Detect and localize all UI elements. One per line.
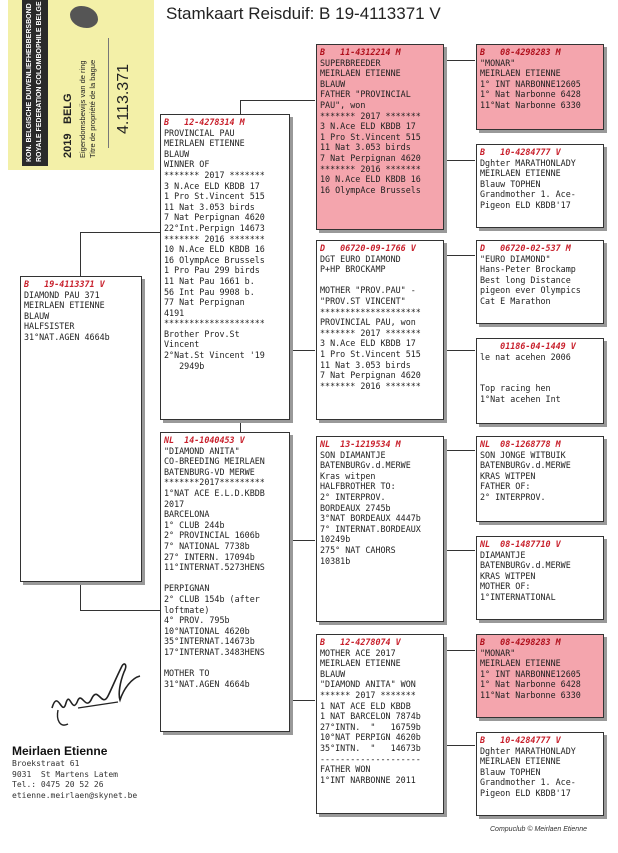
pedigree-line: 27° INTERN. 17094b (164, 551, 255, 562)
connector-line (445, 160, 475, 161)
pedigree-line: 1 Pro St.Vincent 515 (320, 348, 421, 359)
connector-line (290, 350, 315, 351)
pedigree-line: 1° Nat Narbonne 6428 (480, 89, 581, 100)
pedigree-line: ******* 2017 ******* (320, 110, 421, 121)
ring-id: D 06720-09-1766 V (320, 243, 416, 253)
ring-id: NL 08-1487710 V (480, 539, 561, 549)
pedigree-line: 1 Pro St.Vincent 515 (320, 131, 421, 142)
pedigree-line: 31°NAT.AGEN 4664b (24, 331, 110, 342)
federation-name-nl: KON. BELGISCHE DUIVENLIEFHEBBERSBOND (26, 3, 33, 162)
pedigree-line: 4° PROV. 795b (164, 615, 230, 626)
pedigree-card-b13 (476, 536, 604, 620)
pedigree-line: 11 Nat 3.053 birds (320, 142, 411, 153)
federation-name-fr: ROYALE FEDERATION COLOMBOPHILE BELGE (36, 1, 43, 162)
pedigree-line: PAU", won (320, 99, 366, 110)
pedigree-card-b1 (20, 276, 142, 582)
pedigree-line: MEIRLAEN ETIENNE (480, 68, 561, 79)
pedigree-line: SUPERBREEDER (320, 57, 381, 68)
pedigree-line: WINNER OF (164, 159, 210, 170)
pedigree-line: Hans-Peter Brockamp (480, 264, 576, 275)
pedigree-line: 10°NAT PERPIGN 4620b (320, 732, 421, 743)
pedigree-line: MEIRLAEN ETIENNE (24, 300, 105, 311)
pedigree-line: 10°NATIONAL 4620b (164, 625, 250, 636)
ring-id: B 19-4113371 V (24, 279, 105, 289)
pedigree-line: 3 N.Ace ELD KBDB 17 (164, 180, 260, 191)
pedigree-line: 17°INTERNAT.3483HENS (164, 646, 265, 657)
pedigree-line: DIAMANTJE (480, 549, 526, 560)
pedigree-line: 1 Pro Pau 299 birds (164, 265, 260, 276)
pedigree-card-b3 (160, 432, 290, 732)
pedigree-line: PROVINCIAL PAU (164, 127, 235, 138)
pedigree-line: Vincent (164, 339, 200, 350)
footer-credit: Compuclub © Meirlaen Etienne (490, 826, 587, 833)
ring-country: BELG (62, 93, 74, 124)
pedigree-line: BARCELONA (164, 509, 210, 520)
pedigree-line: 11 Nat Pau 1661 b. (164, 275, 255, 286)
pedigree-line: PERPIGNAN (164, 583, 210, 594)
pedigree-line: ******* 2016 ******* (320, 163, 421, 174)
pedigree-line: 27°INTN. " 16759b (320, 721, 421, 732)
connector-line (445, 255, 475, 256)
owner-block (12, 744, 137, 801)
connector-line (445, 745, 475, 746)
owner-city: 9031 St Martens Latem (12, 769, 118, 779)
pedigree-card-b12 (476, 436, 604, 522)
pedigree-line: MEIRLAEN ETIENNE (480, 756, 561, 767)
pedigree-line: 7° INTERNAT.BORDEAUX (320, 523, 421, 534)
pedigree-line: 3 N.Ace ELD KBDB 17 (320, 338, 416, 349)
pedigree-line: Pigeon ELD KBDB'17 (480, 199, 571, 210)
ring-info-strip (52, 0, 100, 166)
pedigree-line: Blauw TOPHEN (480, 766, 541, 777)
pedigree-line: 2949b (164, 360, 205, 371)
pedigree-line: Pigeon ELD KBDB'17 (480, 787, 571, 798)
pedigree-line: MOTHER OF: (480, 581, 531, 592)
pedigree-line: 2° PROVINCIAL 1606b (164, 530, 260, 541)
pedigree-card-b15 (476, 732, 604, 816)
owner-name: Meirlaen Etienne (12, 744, 108, 758)
pedigree-line: 11°Nat Narbonne 6330 (480, 689, 581, 700)
pedigree-line: ******* 2016 ******* (164, 233, 265, 244)
ring-owner-fr: Titre de propriété de la bague (88, 59, 97, 158)
pedigree-line: 10 N.Ace ELD KBDB 16 (320, 174, 421, 185)
pedigree-line: 35°INTERNAT.14673b (164, 636, 255, 647)
ring-id: B 10-4284777 V (480, 735, 561, 745)
pedigree-line: 11 Nat 3.053 birds (320, 359, 411, 370)
connector-line (240, 100, 315, 101)
pedigree-line: MEIRLAEN ETIENNE (320, 68, 401, 79)
ring-id: 01186-04-1449 V (480, 341, 576, 351)
pedigree-line: 2°Nat.St Vincent '19 (164, 350, 265, 361)
pedigree-line: BLAUW (24, 310, 50, 321)
pedigree-line: "EURO DIAMOND" (480, 253, 551, 264)
pedigree-line (480, 362, 600, 373)
connector-line (80, 580, 81, 610)
pedigree-line: "DIAMOND ANITA" (164, 445, 240, 456)
pedigree-line: MEIRLAEN ETIENNE (480, 168, 561, 179)
ring-id: NL 14-1040453 V (164, 435, 245, 445)
ring-id: B 11-4312214 M (320, 47, 401, 57)
ring-id: NL 08-1268778 M (480, 439, 561, 449)
pedigree-line: BLAUW (320, 668, 346, 679)
pedigree-line: BLAUW (320, 78, 346, 89)
connector-line (240, 100, 241, 114)
pedigree-line: le nat acehen 2006 (480, 351, 571, 362)
pedigree-line: 2° INTERPROV. (320, 491, 386, 502)
pedigree-line: 1 Pro St.Vincent 515 (164, 191, 265, 202)
pedigree-line: CO-BREEDING MEIRLAEN (164, 456, 265, 467)
pedigree-line: pigeon ever Olympics (480, 285, 581, 296)
page-title: Stamkaart Reisduif: B 19-4113371 V (166, 4, 441, 23)
pedigree-line: "MONAR" (480, 57, 516, 68)
pedigree-line: 10381b (320, 555, 351, 566)
pedigree-line: "PROV.ST VINCENT" (320, 295, 406, 306)
pedigree-line: MEIRLAEN ETIENNE (320, 658, 401, 669)
pedigree-line: Blauw TOPHEN (480, 178, 541, 189)
connector-line (290, 540, 315, 541)
pedigree-line: 7 Nat Perpignan 4620 (164, 212, 265, 223)
owner-street: Broekstraat 61 (12, 759, 80, 768)
pedigree-line: BATENBURG-VD MERWE (164, 466, 255, 477)
pedigree-line: Cat E Marathon (480, 295, 551, 306)
pedigree-line: FATHER "PROVINCIAL (320, 89, 411, 100)
pedigree-line: 16 OlympAce Brussels (164, 254, 265, 265)
pedigree-line: Top racing hen (480, 383, 551, 394)
pedigree-line: ******* 2017 ******* (320, 327, 421, 338)
pedigree-line: 1° INT NARBONNE12605 (480, 78, 581, 89)
pedigree-line: 11°INTERNAT.5273HENS (164, 562, 265, 573)
pedigree-line: Grandmother 1. Ace- (480, 777, 576, 788)
signature-icon (48, 648, 148, 738)
pedigree-line: 11°Nat Narbonne 6330 (480, 99, 581, 110)
pedigree-line: Dghter MARATHONLADY (480, 745, 576, 756)
pedigree-line: 275° NAT CAHORS (320, 544, 396, 555)
pedigree-line: 4191 (164, 307, 185, 318)
pedigree-line: 22°Int.Perpign 14673 (164, 222, 265, 233)
pedigree-line: 1° Nat Narbonne 6428 (480, 679, 581, 690)
connector-line (290, 700, 315, 701)
connector-line (445, 450, 475, 451)
ring-id: B 10-4284777 V (480, 147, 561, 157)
ring-id: B 08-4298283 M (480, 47, 561, 57)
pedigree-line: ******************** (320, 306, 421, 317)
pedigree-line: ******* 2016 ******* (320, 380, 421, 391)
ring-number-box (108, 38, 149, 148)
pedigree-line: -------------------- (320, 753, 421, 764)
pedigree-line (164, 657, 286, 668)
pedigree-line: 2017 (164, 498, 185, 509)
pedigree-line: 56 Int Pau 9908 b. (164, 286, 255, 297)
pedigree-line: P+HP BROCKAMP (320, 264, 386, 275)
pedigree-line: 1 NAT BARCELON 7874b (320, 711, 421, 722)
pedigree-line: 3°NAT BORDEAUX 4447b (320, 513, 421, 524)
pedigree-line (480, 373, 600, 384)
pedigree-line: 1°INTERNATIONAL (480, 591, 556, 602)
pedigree-line: FATHER OF: (480, 481, 531, 492)
pedigree-card-b6 (316, 436, 444, 622)
ring-year: 2019 (62, 133, 74, 158)
ring-id: NL 13-1219534 M (320, 439, 401, 449)
pedigree-line: BORDEAUX 2745b (320, 502, 391, 513)
pedigree-line: Kras witpen (320, 470, 376, 481)
pedigree-line: KRAS WITPEN (480, 470, 536, 481)
connector-line (445, 350, 475, 351)
pedigree-line: FATHER WON (320, 764, 371, 775)
pedigree-card-b4 (316, 44, 444, 230)
pedigree-line: 16 OlympAce Brussels (320, 184, 421, 195)
pedigree-line: Dghter MARATHONLADY (480, 157, 576, 168)
pedigree-line: MOTHER ACE 2017 (320, 647, 396, 658)
ring-id: B 12-4278074 V (320, 637, 401, 647)
pedigree-line: 7 Nat Perpignan 4620 (320, 152, 421, 163)
pedigree-card-b8 (476, 44, 604, 130)
pedigree-line: 1°INT NARBONNE 2011 (320, 774, 416, 785)
pedigree-line: ******* 2017 ******* (164, 169, 265, 180)
pedigree-line: 3 N.Ace ELD KBDB 17 (320, 121, 416, 132)
pedigree-card-b14 (476, 634, 604, 718)
pedigree-line: "DIAMOND ANITA" WON (320, 679, 416, 690)
pedigree-line: MOTHER TO (164, 668, 210, 679)
connector-line (445, 550, 475, 551)
pedigree-line: MOTHER "PROV.PAU" - (320, 285, 416, 296)
pedigree-line: BATENBURGv.d.MERWE (480, 460, 571, 471)
pedigree-line: 2° CLUB 154b (after (164, 593, 260, 604)
pedigree-line: HALFBROTHER TO: (320, 481, 396, 492)
pedigree-line: 2° INTERPROV. (480, 491, 546, 502)
pedigree-line: 1 NAT ACE ELD KBDB (320, 700, 411, 711)
pedigree-card-b9 (476, 144, 604, 228)
pedigree-line: HALFSISTER (24, 321, 75, 332)
pedigree-line: 1° CLUB 244b (164, 519, 225, 530)
pedigree-card-b5 (316, 240, 444, 420)
pedigree-line: 31°NAT.AGEN 4664b (164, 678, 250, 689)
pedigree-line: Grandmother 1. Ace- (480, 189, 576, 200)
pedigree-line: 1° INT NARBONNE12605 (480, 668, 581, 679)
pedigree-line (164, 573, 286, 584)
pedigree-line: BATENBURGv.d.MERWE (480, 560, 571, 571)
pedigree-line: "MONAR" (480, 647, 516, 658)
ring-id: B 08-4298283 M (480, 637, 561, 647)
pedigree-card-b10 (476, 240, 604, 324)
pedigree-line: Brother Prov.St (164, 328, 240, 339)
pedigree-line: 35°INTN. " 14673b (320, 742, 421, 753)
pedigree-line: loftmate) (164, 604, 210, 615)
connector-line (80, 232, 81, 276)
pedigree-line: MEIRLAEN ETIENNE (164, 138, 245, 149)
pedigree-line: 10 N.Ace ELD KBDB 16 (164, 244, 265, 255)
connector-line (445, 650, 475, 651)
pedigree-line: 1°Nat acehen Int (480, 393, 561, 404)
pedigree-card-b2 (160, 114, 290, 420)
connector-line (445, 60, 475, 61)
pedigree-line: MEIRLAEN ETIENNE (480, 658, 561, 669)
pedigree-line: DIAMOND PAU 371 (24, 289, 100, 300)
pedigree-card-b7 (316, 634, 444, 814)
connector-line (80, 610, 160, 611)
pedigree-line: KRAS WITPEN (480, 570, 536, 581)
pedigree-line: 1°NAT ACE E.L.D.KBDB (164, 487, 265, 498)
pedigree-line: *******2017********* (164, 477, 265, 488)
connector-line (240, 420, 241, 432)
ring-certificate (8, 0, 154, 170)
pedigree-line: 10249b (320, 534, 351, 545)
pedigree-line: BATENBURGv.d.MERWE (320, 460, 411, 471)
owner-email: etienne.meirlaen@skynet.be (12, 790, 138, 800)
ring-number: 4.113.371 (115, 64, 132, 134)
owner-phone: Tel.: 0475 20 52 26 (12, 780, 104, 790)
pedigree-line: 7° NATIONAL 7738b (164, 540, 250, 551)
connector-line (80, 232, 160, 233)
ring-id: D 06720-02-537 M (480, 243, 571, 253)
pedigree-line: 7 Nat Perpignan 4620 (320, 370, 421, 381)
ring-id: B 12-4278314 M (164, 117, 245, 127)
pedigree-line: SON JONGE WITBUIK (480, 449, 566, 460)
pedigree-line: Best long Distance (480, 274, 571, 285)
pedigree-line: BLAUW (164, 148, 190, 159)
ring-owner-nl: Eigendomsbewijs van de ring (78, 60, 87, 158)
federation-banner (22, 0, 48, 166)
pedigree-line: DGT EURO DIAMOND (320, 253, 401, 264)
pedigree-card-b11 (476, 338, 604, 424)
pedigree-line: 77 Nat Perpignan (164, 297, 245, 308)
pedigree-line: SON DIAMANTJE (320, 449, 386, 460)
pedigree-line: 11 Nat 3.053 birds (164, 201, 255, 212)
pedigree-line (320, 275, 440, 286)
pedigree-line: PROVINCIAL PAU, won (320, 317, 416, 328)
pedigree-line: ******************** (164, 318, 265, 329)
pedigree-line: ****** 2017 ******* (320, 689, 416, 700)
